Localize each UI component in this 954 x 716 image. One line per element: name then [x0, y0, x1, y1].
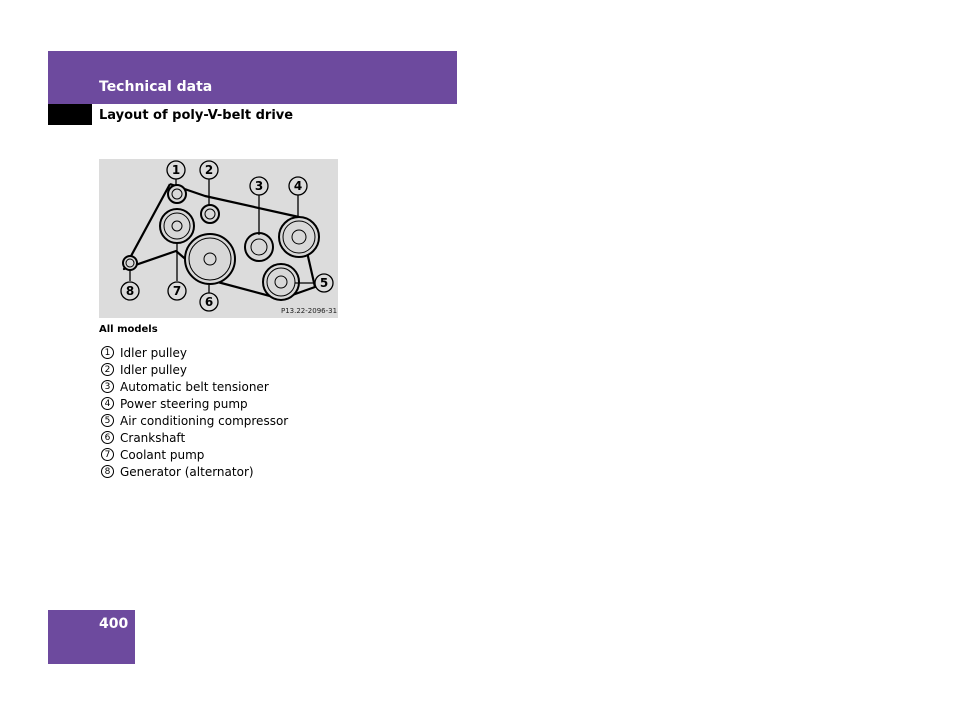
- legend-label: Crankshaft: [120, 430, 186, 445]
- legend-label: Air conditioning compressor: [120, 413, 289, 428]
- callout-4: 4: [293, 179, 303, 193]
- legend-number: 8: [101, 465, 114, 478]
- section-marker: [48, 104, 92, 125]
- pulley-coolant: [160, 209, 194, 243]
- header-band: [48, 51, 457, 104]
- legend-number: 5: [101, 414, 114, 427]
- legend-item: [99, 429, 288, 446]
- legend-number: 6: [101, 431, 114, 444]
- pulley-idler-1: [168, 185, 186, 203]
- legend-number: 7: [101, 448, 114, 461]
- callout-1: 1: [171, 163, 181, 177]
- pulley-power-steering: [279, 217, 319, 257]
- section-title: Technical data: [99, 79, 213, 95]
- legend-label: Automatic belt tensioner: [120, 379, 269, 394]
- callout-5: 5: [319, 276, 329, 290]
- subheading: Layout of poly-V-belt drive: [99, 108, 294, 123]
- callout-7: 7: [172, 284, 182, 298]
- legend-item: [99, 344, 288, 361]
- legend-number: 1: [101, 346, 114, 359]
- legend-label: Generator (alternator): [120, 464, 254, 479]
- legend-item: [99, 446, 288, 463]
- pulley-crankshaft: [185, 234, 235, 284]
- pulley-tensioner: [245, 233, 273, 261]
- callout-6: 6: [204, 295, 214, 309]
- callout-3: 3: [254, 179, 264, 193]
- figure-reference-code: P13.22-2096-31: [281, 307, 338, 315]
- legend-label: Coolant pump: [120, 447, 205, 462]
- pulley-idler-2: [201, 205, 219, 223]
- pulley-generator: [123, 256, 137, 270]
- legend-number: 3: [101, 380, 114, 393]
- legend-label: Idler pulley: [120, 362, 187, 377]
- legend-item: [99, 361, 288, 378]
- legend-number: 2: [101, 363, 114, 376]
- legend-item: [99, 395, 288, 412]
- figure-caption: All models: [99, 324, 158, 335]
- legend-label: Idler pulley: [120, 345, 187, 360]
- legend-item: [99, 378, 288, 395]
- legend-item: [99, 412, 288, 429]
- legend-list: [99, 344, 288, 480]
- belt-drive-diagram: [99, 159, 338, 318]
- legend-label: Power steering pump: [120, 396, 248, 411]
- legend-item: [99, 463, 288, 480]
- callout-8: 8: [125, 284, 135, 298]
- callout-2: 2: [204, 163, 214, 177]
- pulley-ac-compressor: [263, 264, 299, 300]
- page-number: 400: [99, 616, 129, 632]
- legend-number: 4: [101, 397, 114, 410]
